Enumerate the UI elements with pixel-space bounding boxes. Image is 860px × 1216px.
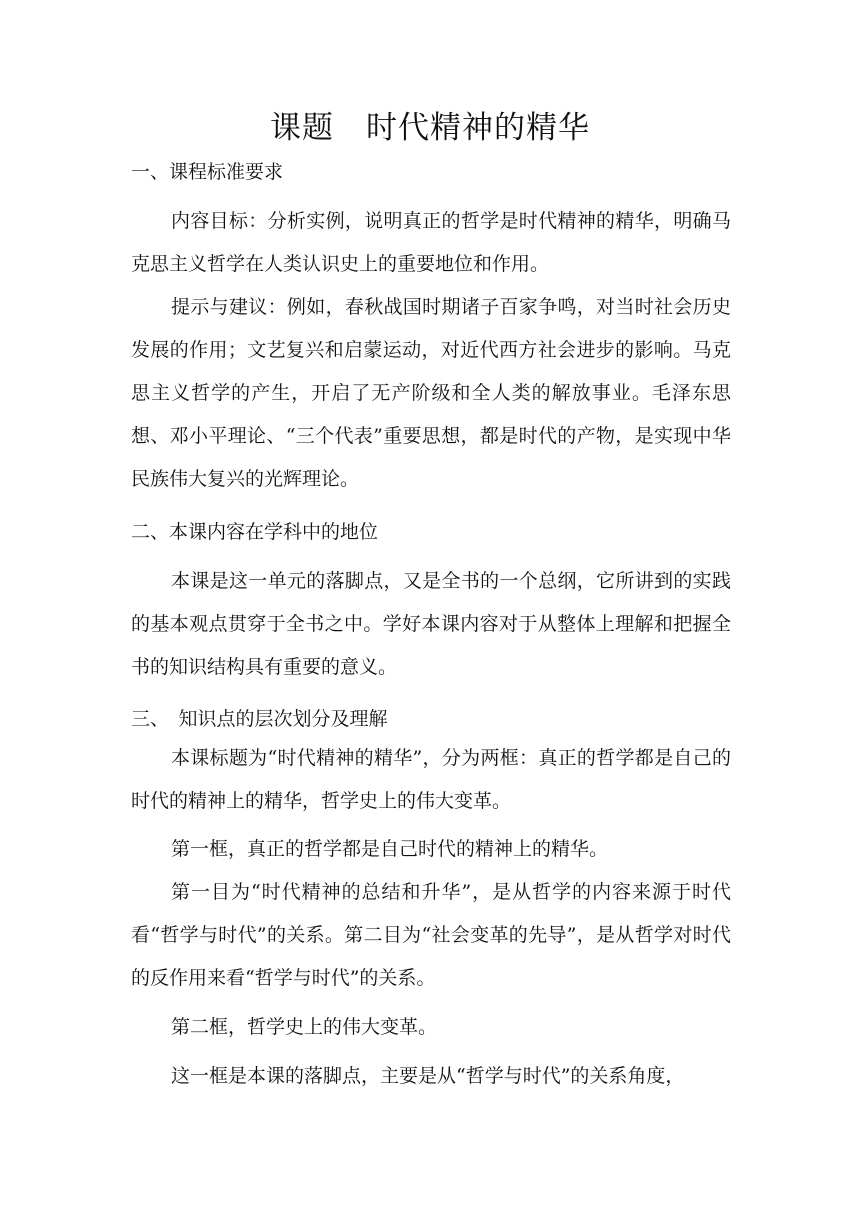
section-heading-3: 三、 知识点的层次划分及理解: [131, 708, 388, 730]
paragraph-title-explanation: 本课标题为“时代精神的精华”，分为两框：真正的哲学都是自己的时代的精神上的精华，哲学史上的伟大变革。: [131, 747, 731, 812]
paragraph-frame-two: 第二框，哲学史上的伟大变革。: [171, 1016, 438, 1038]
paragraph-suggestions: 提示与建议：例如，春秋战国时期诸子百家争鸣，对当时社会历史发展的作用；文艺复兴和启蒙运动，对近代西方社会进步的影响。马克思主义哲学的产生，开启了无产阶级和全人类的解放事业。毛泽东思想、邓小平理论、“三个代表”重要思想，都是时代的产物，是实现中华民族伟大复兴的光辉理论。: [131, 296, 731, 490]
page-title: 课题 时代精神的精华: [270, 110, 590, 146]
paragraph-course-position: 本课是这一单元的落脚点，又是全书的一个总纲，它所讲到的实践的基本观点贯穿于全书之中。学好本课内容对于从整体上理解和把握全书的知识结构具有重要的意义。: [131, 570, 731, 678]
section-heading-2: 二、本课内容在学科中的地位: [131, 521, 379, 543]
section-heading-1: 一、课程标准要求: [131, 161, 284, 183]
paragraph-frame-one: 第一框，真正的哲学都是自己时代的精神上的精华。: [171, 838, 609, 860]
paragraph-frame-two-focus: 这一框是本课的落脚点，主要是从“哲学与时代”的关系角度，: [171, 1065, 685, 1087]
paragraph-content-goal: 内容目标：分析实例，说明真正的哲学是时代精神的精华，明确马克思主义哲学在人类认识史上的重要地位和作用。: [131, 210, 731, 275]
paragraph-subsections: 第一目为“时代精神的总结和升华”，是从哲学的内容来源于时代看“哲学与时代”的关系。第二目为“社会变革的先导”，是从哲学对时代的反作用来看“哲学与时代”的关系。: [131, 881, 731, 989]
